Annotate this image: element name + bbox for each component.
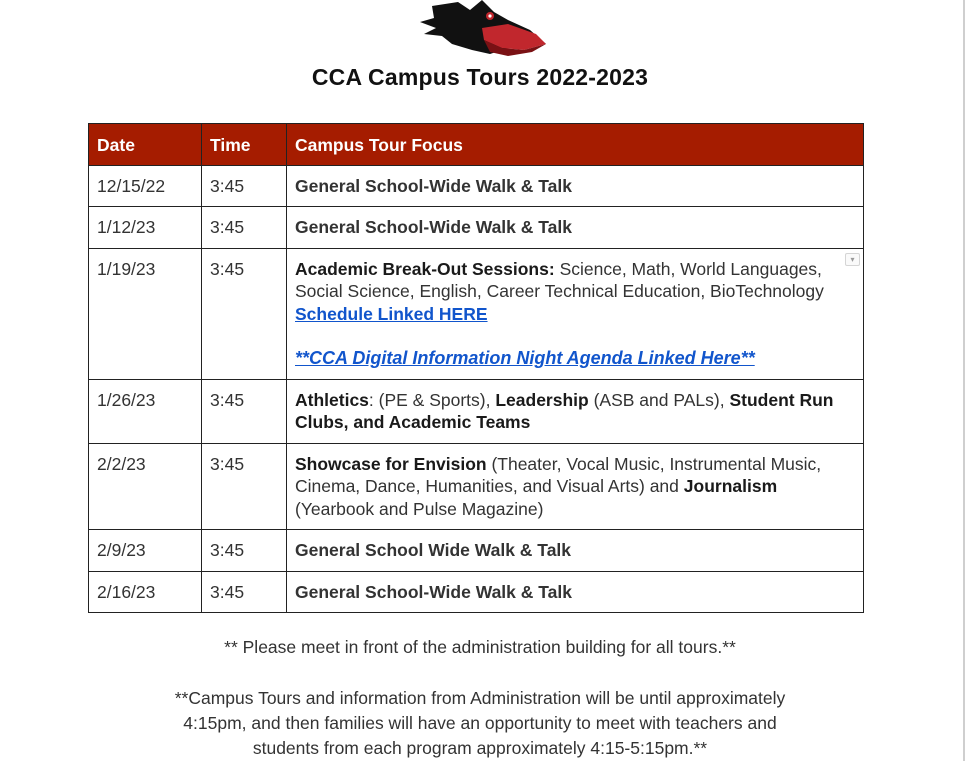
table-row <box>89 571 864 613</box>
table-row <box>89 207 864 249</box>
focus-clubs: Student Run Clubs, and Academic Teams <box>295 389 834 432</box>
row-date: 1/26/23 <box>89 379 202 443</box>
focus-detail: Science, Math, World Languages, Social Science, English, Career Technical Education, BioTechnology <box>295 258 824 301</box>
schedule-note-line: 4:15pm, and then families will have an opportunity to meet with teachers and <box>183 713 777 733</box>
row-focus <box>287 379 864 443</box>
row-date: 2/16/23 <box>89 571 202 613</box>
header-focus: Campus Tour Focus <box>287 124 864 166</box>
schedule-link[interactable]: Schedule Linked HERE <box>295 303 488 324</box>
row-focus <box>287 248 864 379</box>
focus-journalism-detail: (Yearbook and Pulse Magazine) <box>295 498 544 519</box>
row-time: 3:45 <box>202 379 287 443</box>
row-time: 3:45 <box>202 443 287 530</box>
schedule-note <box>0 686 960 761</box>
page-title: CCA Campus Tours 2022-2023 <box>311 64 649 90</box>
row-focus: General School Wide Walk & Talk <box>287 530 864 572</box>
raven-logo <box>412 0 548 58</box>
table-row <box>89 443 864 530</box>
meeting-note: ** Please meet in front of the administration building for all tours.** <box>224 637 736 657</box>
dropdown-icon[interactable]: ▾ <box>845 253 860 266</box>
focus-heading: Academic Break-Out Sessions: <box>295 258 555 279</box>
header-date: Date <box>89 124 202 166</box>
table-header-row <box>89 124 864 166</box>
row-focus <box>287 443 864 530</box>
focus-journalism: Journalism <box>683 476 778 496</box>
schedule-note-line: **Campus Tours and information from Administration will be until approximately <box>174 688 786 708</box>
table-row <box>89 530 864 572</box>
row-date: 2/2/23 <box>89 443 202 530</box>
focus-athletics-detail: : (PE & Sports), <box>368 389 491 410</box>
agenda-link[interactable]: **CCA Digital Information Night Agenda Linked Here** <box>295 348 755 368</box>
campus-tours-table <box>88 123 864 613</box>
row-date: 1/19/23 <box>89 248 202 379</box>
row-date: 12/15/22 <box>89 165 202 207</box>
row-date: 1/12/23 <box>89 207 202 249</box>
table-row <box>89 248 864 379</box>
row-focus: General School-Wide Walk & Talk <box>287 207 864 249</box>
row-focus: General School-Wide Walk & Talk <box>287 165 864 207</box>
focus-leadership-detail: (ASB and PALs), <box>593 389 725 410</box>
schedule-note-line: students from each program approximately 4:15-5:15pm.** <box>252 738 708 758</box>
focus-showcase-detail: (Theater, Vocal Music, Instrumental Music, Cinema, Dance, Humanities, and Visual Arts) and <box>295 453 822 496</box>
focus-leadership: Leadership <box>495 389 589 410</box>
focus-showcase: Showcase for Envision <box>295 453 487 474</box>
header-time: Time <box>202 124 287 166</box>
row-time: 3:45 <box>202 248 287 379</box>
row-time: 3:45 <box>202 207 287 249</box>
row-time: 3:45 <box>202 530 287 572</box>
table-row <box>89 379 864 443</box>
row-time: 3:45 <box>202 165 287 207</box>
focus-athletics: Athletics <box>295 389 369 410</box>
row-time: 3:45 <box>202 571 287 613</box>
table-row <box>89 165 864 207</box>
row-date: 2/9/23 <box>89 530 202 572</box>
row-focus: General School-Wide Walk & Talk <box>287 571 864 613</box>
